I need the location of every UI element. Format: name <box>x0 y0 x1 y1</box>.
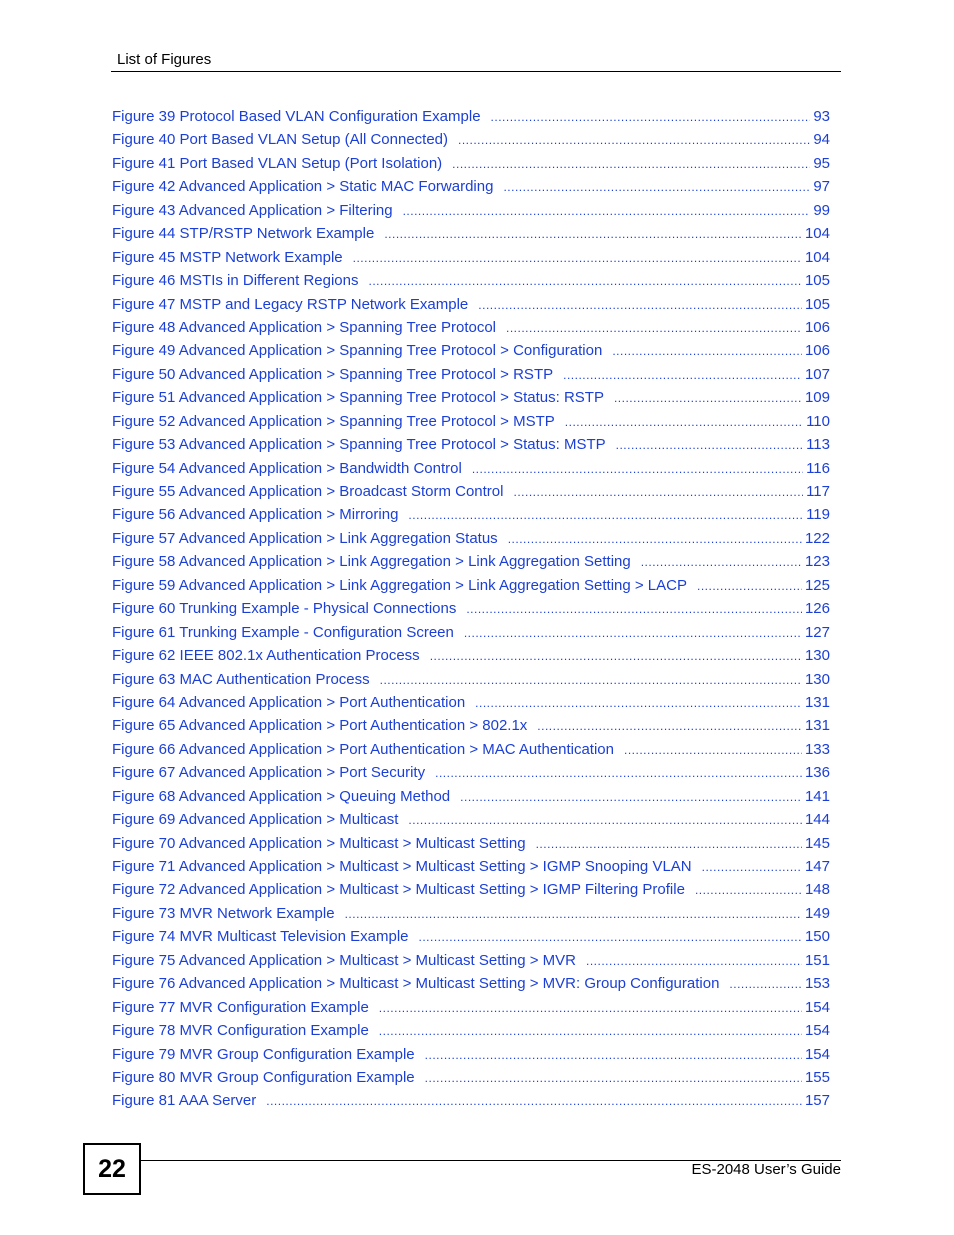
figure-title-link[interactable]: Figure 41 Port Based VLAN Setup (Port Isolation) <box>112 154 443 172</box>
toc-entry[interactable] <box>112 293 830 316</box>
dot-leader <box>435 762 802 785</box>
toc-entry[interactable] <box>112 785 830 808</box>
figure-page-number[interactable]: 116 <box>806 459 830 477</box>
dot-leader <box>586 950 802 973</box>
figure-page-number[interactable]: 122 <box>804 529 830 547</box>
figure-page-number[interactable]: 155 <box>804 1068 830 1086</box>
toc-entry[interactable] <box>112 386 830 409</box>
dot-leader <box>425 1067 802 1090</box>
toc-entry[interactable] <box>112 222 830 245</box>
figure-page-number[interactable]: 104 <box>804 248 830 266</box>
figure-page-number[interactable]: 109 <box>804 389 830 407</box>
toc-entry[interactable] <box>112 550 830 573</box>
toc-entry[interactable] <box>112 269 830 292</box>
toc-entry[interactable] <box>112 199 830 222</box>
figure-title-link[interactable]: Figure 39 Protocol Based VLAN Configuration Example <box>112 108 481 125</box>
dot-leader <box>466 598 802 621</box>
figure-title-link[interactable]: Figure 64 Advanced Application > Port Authentication <box>112 693 466 711</box>
figure-title-link[interactable]: Figure 77 MVR Configuration Example <box>112 998 369 1016</box>
figure-page-number[interactable]: 125 <box>804 576 830 594</box>
page-number: 22 <box>83 1143 141 1195</box>
figure-title-link[interactable]: Figure 80 MVR Group Configuration Example <box>112 1068 415 1086</box>
toc-entry[interactable] <box>112 808 830 831</box>
figure-title-link[interactable]: Figure 78 MVR Configuration Example <box>112 1022 369 1040</box>
footer-guide-title: ES-2048 User’s Guide <box>691 1161 841 1178</box>
figure-title-link[interactable]: Figure 43 Advanced Application > Filtering <box>112 201 393 219</box>
dot-leader <box>536 833 802 856</box>
figure-title-link[interactable]: Figure 40 Port Based VLAN Setup (All Connected) <box>112 131 449 149</box>
figure-page-number[interactable]: 149 <box>804 904 830 922</box>
figure-title-link[interactable]: Figure 56 Advanced Application > Mirroring <box>112 506 399 524</box>
list-of-figures <box>112 105 830 1113</box>
figure-title-link[interactable]: Figure 81 AAA Server <box>112 1092 257 1110</box>
dot-leader <box>478 294 802 317</box>
figure-title-link[interactable]: Figure 62 IEEE 802.1x Authentication Process <box>112 647 420 665</box>
figure-page-number[interactable]: 113 <box>806 436 830 454</box>
figure-title-link[interactable]: Figure 59 Advanced Application > Link Aggregation > Link Aggregation Setting > LACP <box>112 576 687 594</box>
figure-title-link[interactable]: Figure 72 Advanced Application > Multicast > Multicast Setting > IGMP Filtering Profile <box>112 881 685 899</box>
figure-title-link[interactable]: Figure 47 MSTP and Legacy RSTP Network Example <box>112 295 469 313</box>
figure-title-link[interactable]: Figure 67 Advanced Application > Port Security <box>112 764 426 782</box>
toc-entry[interactable] <box>112 761 830 784</box>
dot-leader <box>702 856 802 879</box>
figure-title-link[interactable]: Figure 60 Trunking Example - Physical Connections <box>112 600 457 618</box>
toc-entry[interactable] <box>112 738 830 761</box>
figure-page-number[interactable]: 95 <box>813 154 830 172</box>
figure-page-number[interactable]: 119 <box>806 506 830 524</box>
toc-entry[interactable] <box>112 246 830 269</box>
figure-page-number[interactable]: 153 <box>804 975 830 993</box>
dot-leader <box>563 364 802 387</box>
figure-title-link[interactable]: Figure 46 MSTIs in Different Regions <box>112 272 359 290</box>
dot-leader <box>491 106 811 129</box>
figure-title-link[interactable]: Figure 71 Advanced Application > Multicast > Multicast Setting > IGMP Snooping VLAN <box>112 858 692 875</box>
figure-page-number[interactable]: 154 <box>804 1022 830 1040</box>
figure-page-number[interactable]: 97 <box>813 178 830 196</box>
figure-page-number[interactable]: 93 <box>813 108 830 125</box>
toc-entry[interactable] <box>112 457 830 480</box>
dot-leader <box>380 669 802 692</box>
figure-title-link[interactable]: Figure 73 MVR Network Example <box>112 904 335 922</box>
dot-leader <box>695 879 802 902</box>
figure-page-number[interactable]: 106 <box>804 318 830 336</box>
figure-title-link[interactable]: Figure 79 MVR Group Configuration Example <box>112 1045 415 1063</box>
dot-leader <box>452 153 810 176</box>
toc-entry[interactable] <box>112 410 830 433</box>
figure-title-link[interactable]: Figure 63 MAC Authentication Process <box>112 670 370 688</box>
toc-entry[interactable] <box>112 644 830 667</box>
figure-title-link[interactable]: Figure 70 Advanced Application > Multicast > Multicast Setting <box>112 834 526 852</box>
figure-title-link[interactable]: Figure 42 Advanced Application > Static MAC Forwarding <box>112 178 494 196</box>
toc-entry[interactable] <box>112 972 830 995</box>
figure-page-number[interactable]: 107 <box>804 365 830 383</box>
toc-entry[interactable] <box>112 527 830 550</box>
dot-leader <box>460 786 802 809</box>
dot-leader <box>384 223 802 246</box>
toc-entry[interactable] <box>112 152 830 175</box>
figure-page-number[interactable]: 148 <box>804 881 830 899</box>
toc-entry[interactable] <box>112 855 830 878</box>
figure-page-number[interactable]: 127 <box>804 623 830 641</box>
figure-page-number[interactable]: 141 <box>804 787 830 805</box>
toc-entry[interactable] <box>112 996 830 1019</box>
figure-page-number[interactable]: 150 <box>804 928 830 946</box>
toc-entry[interactable] <box>112 503 830 526</box>
figure-page-number[interactable]: 105 <box>804 295 830 313</box>
toc-entry[interactable] <box>112 574 830 597</box>
figure-page-number[interactable]: 106 <box>804 342 830 360</box>
toc-entry[interactable] <box>112 668 830 691</box>
figure-title-link[interactable]: Figure 55 Advanced Application > Broadcast Storm Control <box>112 483 504 500</box>
dot-leader <box>369 270 802 293</box>
toc-entry[interactable] <box>112 832 830 855</box>
figure-title-link[interactable]: Figure 66 Advanced Application > Port Authentication > MAC Authentication <box>112 740 614 758</box>
dot-leader <box>565 411 803 434</box>
dot-leader <box>458 129 810 152</box>
figure-page-number[interactable]: 99 <box>813 201 830 219</box>
dot-leader <box>425 1044 802 1067</box>
figure-page-number[interactable]: 105 <box>804 272 830 290</box>
toc-entry[interactable] <box>112 691 830 714</box>
toc-entry[interactable] <box>112 1043 830 1066</box>
dot-leader <box>616 434 803 457</box>
figure-page-number[interactable]: 94 <box>813 131 830 149</box>
toc-entry[interactable] <box>112 175 830 198</box>
figure-title-link[interactable]: Figure 49 Advanced Application > Spanning Tree Protocol > Configuration <box>112 342 603 360</box>
dot-leader <box>508 528 802 551</box>
toc-entry[interactable] <box>112 621 830 644</box>
dot-leader <box>537 715 802 738</box>
figure-page-number[interactable]: 133 <box>804 740 830 758</box>
dot-leader <box>475 692 802 715</box>
figure-title-link[interactable]: Figure 57 Advanced Application > Link Aggregation Status <box>112 529 498 547</box>
figure-title-link[interactable]: Figure 65 Advanced Application > Port Authentication > 802.1x <box>112 717 528 735</box>
toc-entry[interactable] <box>112 363 830 386</box>
toc-entry[interactable] <box>112 902 830 925</box>
dot-leader <box>403 200 811 223</box>
toc-entry[interactable] <box>112 949 830 972</box>
dot-leader <box>379 1020 802 1043</box>
figure-page-number[interactable]: 104 <box>804 225 830 243</box>
dot-leader <box>624 739 802 762</box>
figure-page-number[interactable]: 126 <box>804 600 830 618</box>
figure-page-number[interactable]: 151 <box>804 951 830 969</box>
running-header-title: List of Figures <box>117 51 212 68</box>
figure-page-number[interactable]: 144 <box>804 811 830 829</box>
figure-title-link[interactable]: Figure 52 Advanced Application > Spanning Tree Protocol > MSTP <box>112 412 555 430</box>
dot-leader <box>612 340 802 363</box>
dot-leader <box>408 504 803 527</box>
dot-leader <box>353 247 802 270</box>
figure-title-link[interactable]: Figure 69 Advanced Application > Multicast <box>112 811 399 829</box>
figure-page-number[interactable]: 130 <box>804 670 830 688</box>
toc-entry[interactable] <box>112 1066 830 1089</box>
toc-entry[interactable] <box>112 316 830 339</box>
dot-leader <box>464 622 802 645</box>
dot-leader <box>513 481 803 504</box>
toc-entry[interactable] <box>112 433 830 456</box>
header-divider <box>111 71 841 72</box>
figure-page-number[interactable]: 123 <box>804 553 830 571</box>
figure-title-link[interactable]: Figure 48 Advanced Application > Spanning Tree Protocol <box>112 318 497 336</box>
figure-page-number[interactable]: 145 <box>804 834 830 852</box>
dot-leader <box>472 458 803 481</box>
figure-title-link[interactable]: Figure 76 Advanced Application > Multicast > Multicast Setting > MVR: Group Configuration <box>112 975 720 993</box>
dot-leader <box>430 645 802 668</box>
dot-leader <box>266 1090 802 1113</box>
toc-entry[interactable] <box>112 597 830 620</box>
figure-page-number[interactable]: 131 <box>804 717 830 735</box>
toc-entry[interactable] <box>112 339 830 362</box>
figure-title-link[interactable]: Figure 74 MVR Multicast Television Example <box>112 928 409 946</box>
figure-page-number[interactable]: 147 <box>804 858 830 875</box>
figure-page-number[interactable]: 154 <box>804 1045 830 1063</box>
dot-leader <box>614 387 802 410</box>
figure-page-number[interactable]: 110 <box>806 412 830 430</box>
toc-entry[interactable] <box>112 925 830 948</box>
figure-title-link[interactable]: Figure 51 Advanced Application > Spanning Tree Protocol > Status: RSTP <box>112 389 604 407</box>
figure-title-link[interactable]: Figure 50 Advanced Application > Spanning Tree Protocol > RSTP <box>112 365 554 383</box>
figure-page-number[interactable]: 154 <box>804 998 830 1016</box>
figure-title-link[interactable]: Figure 58 Advanced Application > Link Aggregation > Link Aggregation Setting <box>112 553 631 571</box>
dot-leader <box>379 997 802 1020</box>
dot-leader <box>345 903 802 926</box>
toc-entry[interactable] <box>112 105 830 128</box>
figure-page-number[interactable]: 131 <box>804 693 830 711</box>
figure-title-link[interactable]: Figure 61 Trunking Example - Configuration Screen <box>112 623 454 641</box>
dot-leader <box>641 551 802 574</box>
figure-page-number[interactable]: 157 <box>804 1092 830 1110</box>
figure-page-number[interactable]: 117 <box>806 483 830 500</box>
dot-leader <box>697 575 802 598</box>
figure-title-link[interactable]: Figure 54 Advanced Application > Bandwidth Control <box>112 459 462 477</box>
figure-title-link[interactable]: Figure 53 Advanced Application > Spanning Tree Protocol > Status: MSTP <box>112 436 606 454</box>
dot-leader <box>419 926 802 949</box>
figure-title-link[interactable]: Figure 44 STP/RSTP Network Example <box>112 225 375 243</box>
figure-page-number[interactable]: 136 <box>804 764 830 782</box>
figure-title-link[interactable]: Figure 75 Advanced Application > Multicast > Multicast Setting > MVR <box>112 951 576 969</box>
figure-page-number[interactable]: 130 <box>804 647 830 665</box>
toc-entry[interactable] <box>112 128 830 151</box>
toc-entry[interactable] <box>112 714 830 737</box>
toc-entry[interactable] <box>112 878 830 901</box>
dot-leader <box>503 176 810 199</box>
toc-entry[interactable] <box>112 1089 830 1112</box>
toc-entry[interactable] <box>112 480 830 503</box>
figure-title-link[interactable]: Figure 68 Advanced Application > Queuing Method <box>112 787 451 805</box>
dot-leader <box>408 809 802 832</box>
dot-leader <box>506 317 802 340</box>
figure-title-link[interactable]: Figure 45 MSTP Network Example <box>112 248 343 266</box>
toc-entry[interactable] <box>112 1019 830 1042</box>
dot-leader <box>729 973 802 996</box>
